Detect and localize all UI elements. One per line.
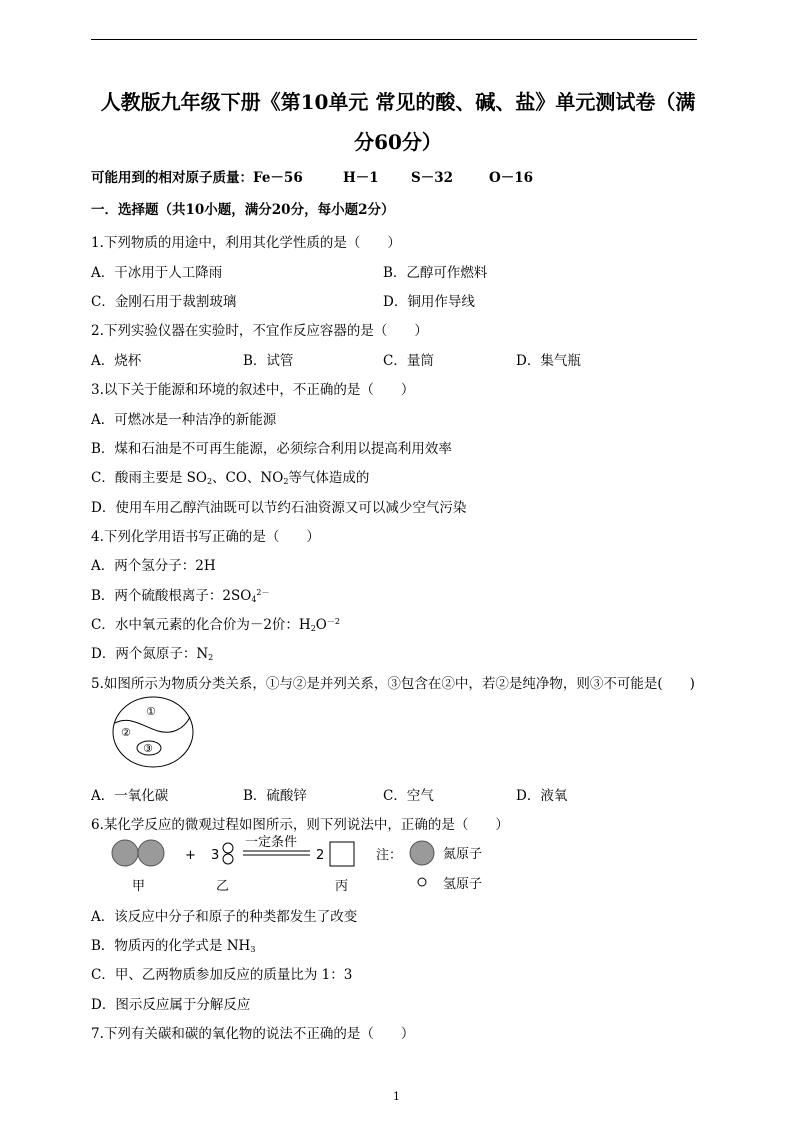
question-3-option-d: D．使用车用乙醇汽油既可以节约石油资源又可以减少空气污染	[91, 500, 467, 516]
question-2-option-a: A．烧杯	[91, 353, 142, 369]
question-1-option-c: C．金刚石用于裁割玻璃	[91, 294, 237, 310]
question-2-option-d: D．集气瓶	[516, 353, 581, 369]
q4-c-superscript: －2	[326, 617, 340, 626]
question-1-option-b: B．乙醇可作燃料	[383, 265, 488, 281]
q4-d-text: D．两个氮原子：N	[91, 646, 209, 662]
question-4-option-c	[91, 613, 340, 633]
question-3-option-c	[91, 466, 369, 486]
q4-c-subscript: 2	[310, 624, 316, 633]
q6-b-subscript: 3	[250, 945, 256, 954]
question-2-option-b: B．试管	[243, 353, 294, 369]
question-4-option-d	[91, 642, 213, 662]
reaction-condition: 一定条件	[245, 835, 298, 850]
label-yi: 乙	[216, 879, 230, 894]
note-label: 注：	[376, 848, 403, 863]
title-line-1: 人教版九年级下册《第10单元 常见的酸、碱、盐》单元测试卷（满	[100, 90, 696, 114]
question-4-stem: 4.下列化学用语书写正确的是（ ）	[91, 529, 320, 545]
legend-nitrogen-label: 氮原子	[443, 847, 483, 862]
diagram-label-1: ①	[146, 705, 156, 718]
question-6-option-c: C．甲、乙两物质参加反应的质量比为 1：3	[91, 967, 353, 983]
coefficient-2: 2	[316, 848, 325, 863]
classification-diagram	[108, 693, 198, 773]
question-5-stem: 5.如图所示为物质分类关系，①与②是并列关系，③包含在②中，若②是纯净物，则③不可能是( )	[91, 676, 695, 692]
question-3-option-b: B．煤和石油是不可再生能源，必须综合利用以提高利用效率	[91, 441, 452, 457]
label-jia: 甲	[132, 879, 146, 894]
legend-hydrogen-atom	[418, 878, 426, 886]
q3-c-text-3: 等气体造成的	[288, 470, 370, 486]
diagram-label-2: ②	[121, 726, 131, 739]
title-line-2: 分60分）	[354, 130, 442, 154]
hydrogen-atom-2	[223, 854, 233, 864]
question-1-option-d: D．铜用作导线	[383, 294, 475, 310]
q3-c-subscript-2: 2	[283, 477, 289, 486]
question-5-option-d: D．液氧	[516, 788, 568, 804]
legend-hydrogen-label: 氢原子	[443, 877, 483, 892]
plus-sign: +	[185, 848, 196, 863]
header-rule	[91, 39, 697, 40]
q3-c-subscript-1: 2	[206, 477, 213, 486]
q4-d-subscript: 2	[208, 653, 214, 662]
reaction-diagram	[100, 832, 510, 898]
question-4-option-a: A．两个氢分子：2H	[91, 558, 216, 574]
coefficient-3: 3	[211, 848, 220, 863]
question-6-option-a: A．该反应中分子和原子的种类都发生了改变	[91, 909, 358, 925]
page-title	[92, 82, 704, 162]
q4-b-text: B．两个硫酸根离子：2SO	[91, 588, 252, 604]
q4-b-subscript: 4	[251, 595, 257, 604]
diagram-label-3: ③	[143, 742, 153, 755]
atomic-mass-h: H－1	[343, 170, 379, 186]
legend-nitrogen-atom	[410, 841, 434, 865]
question-2-stem: 2.下列实验仪器在实验时，不宜作反应容器的是（ ）	[91, 323, 428, 339]
question-2-option-c: C．量筒	[383, 353, 434, 369]
nitrogen-atom-1	[112, 840, 138, 866]
q3-c-text-1: C．酸雨主要是 SO	[91, 470, 207, 486]
page-number: 1	[393, 1090, 400, 1103]
question-1-stem: 1.下列物质的用途中，利用其化学性质的是（ ）	[91, 235, 401, 251]
product-box	[330, 842, 354, 866]
atomic-mass-o: O－16	[489, 170, 534, 186]
question-3-stem: 3.以下关于能源和环境的叙述中，不正确的是（ ）	[91, 382, 415, 398]
atomic-mass-s: S－32	[411, 170, 454, 186]
section-heading: 一．选择题（共10小题，满分20分，每小题2分）	[91, 202, 395, 218]
question-4-option-b	[91, 584, 270, 604]
q4-c-oxygen: O	[315, 617, 327, 633]
question-6-option-b	[91, 934, 255, 954]
question-5-option-c: C．空气	[383, 788, 434, 804]
q6-b-text: B．物质丙的化学式是 NH	[91, 938, 251, 954]
question-6-stem: 6.某化学反应的微观过程如图所示，则下列说法中，正确的是（ ）	[91, 817, 509, 833]
question-6-option-d: D．图示反应属于分解反应	[91, 997, 251, 1013]
hydrogen-atom-1	[223, 843, 233, 853]
q4-b-superscript: 2－	[256, 588, 270, 597]
q3-c-text-2: 、CO、NO	[212, 470, 284, 486]
question-5-option-b: B．硫酸锌	[243, 788, 307, 804]
question-1-option-a: A．干冰用于人工降雨	[91, 265, 223, 281]
label-bing: 丙	[335, 879, 349, 894]
question-7-stem: 7.下列有关碳和碳的氧化物的说法不正确的是（ ）	[91, 1026, 415, 1042]
atomic-mass-label: 可能用到的相对原子质量：Fe－56	[91, 170, 303, 186]
question-5-option-a: A．一氧化碳	[91, 788, 169, 804]
nitrogen-atom-2	[138, 840, 164, 866]
question-3-option-a: A．可燃冰是一种洁净的新能源	[91, 412, 277, 428]
q4-c-text: C．水中氧元素的化合价为－2价：H	[91, 617, 311, 633]
